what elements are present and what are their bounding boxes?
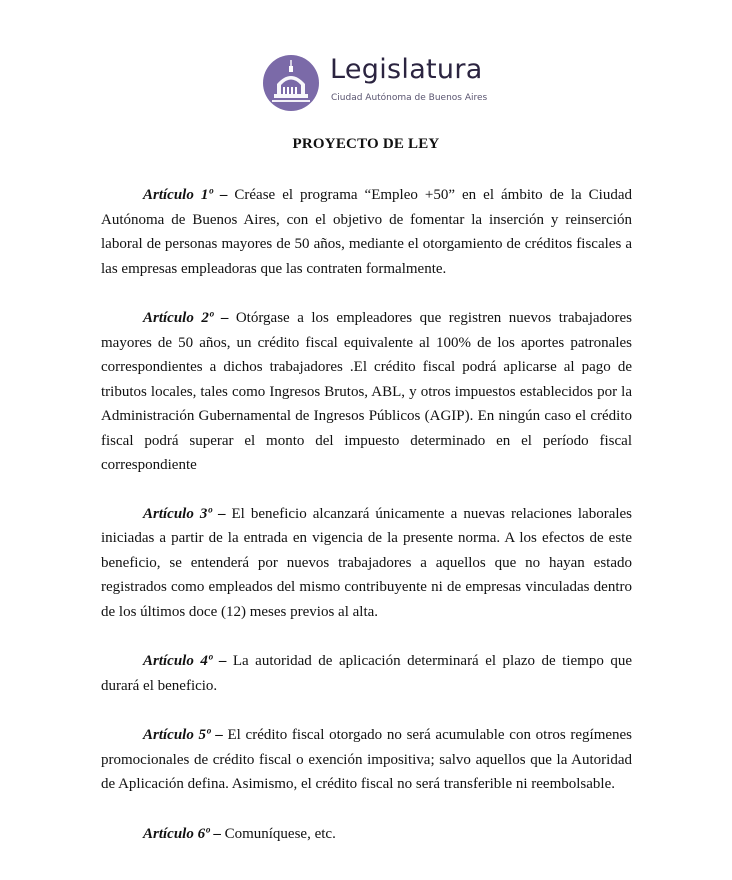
article-text: El crédito fiscal otorgado no será acumulable con otros regímenes promocionales de crédito fiscal o exención impositiva; salvo aquellos que la Autoridad de Aplicación defina. Asimismo, el crédito fiscal no será transferible ni reembolsable. — [101, 727, 633, 792]
logo-title: Legislatura — [330, 54, 483, 85]
article-heading: Artículo 2º — [143, 310, 214, 326]
article-heading: Artículo 4º — [143, 653, 213, 669]
legislatura-dome-icon — [262, 54, 320, 112]
article-2 — [101, 306, 632, 478]
article-text: Créase el programa “Empleo +50” en el ámbito de la Ciudad Autónoma de Buenos Aires, con el objetivo de fomentar la inserción y reinserción laboral de personas mayores de 50 años, mediante el otorgamiento de créditos fiscales a las empresas empleadoras que las contraten formalmente. — [101, 187, 633, 277]
article-6 — [101, 822, 632, 847]
article-dash: – — [210, 727, 228, 743]
document-body — [101, 183, 632, 846]
article-dash: – — [212, 187, 235, 203]
legislatura-logo — [262, 54, 488, 114]
article-4 — [101, 649, 632, 698]
article-text: La autoridad de aplicación determinará el plazo de tiempo que durará el beneficio. — [101, 653, 632, 694]
article-text: Otórgase a los empleadores que registren nuevos trabajadores mayores de 50 años, un crédito fiscal equivalente al 100% de los aportes patronales correspondientes a dichos trabajadores .El crédito fiscal podrá aplicarse al pago de tributos locales, tales como Ingresos Brutos, ABL, y otros impuestos establecidos por la Administración Gubernamental de Ingresos Públicos (AGIP). En ningún caso el crédito fiscal podrá superar el monto del impuesto determinado en el período fiscal correspondiente — [101, 310, 633, 473]
article-text: El beneficio alcanzará únicamente a nuevas relaciones laborales iniciadas a partir de la entrada en vigencia de la presente norma. A los efectos de este beneficio, se entenderá por nuevos trabajadores a aquellos que no hayan estado registrados como empleados del mismo contribuyente ni de empresas vinculadas dentro de los últimos doce (12) meses previos al alta. — [101, 505, 633, 620]
article-heading: Artículo 3º — [143, 505, 212, 522]
article-heading: Artículo 6º — [143, 825, 210, 842]
article-dash: – — [212, 653, 233, 669]
document-title: PROYECTO DE LEY — [292, 136, 440, 152]
article-1 — [101, 183, 632, 281]
logo-subtitle: Ciudad Autónoma de Buenos Aires — [331, 93, 488, 103]
article-heading: Artículo 1º — [143, 187, 213, 203]
article-dash: – — [209, 825, 225, 842]
article-dash: – — [213, 310, 236, 326]
article-heading: Artículo 5º — [143, 727, 211, 743]
article-text: Comuníquese, etc. — [224, 825, 336, 842]
article-5 — [101, 723, 632, 797]
article-3 — [101, 502, 632, 625]
article-dash: – — [211, 505, 232, 522]
